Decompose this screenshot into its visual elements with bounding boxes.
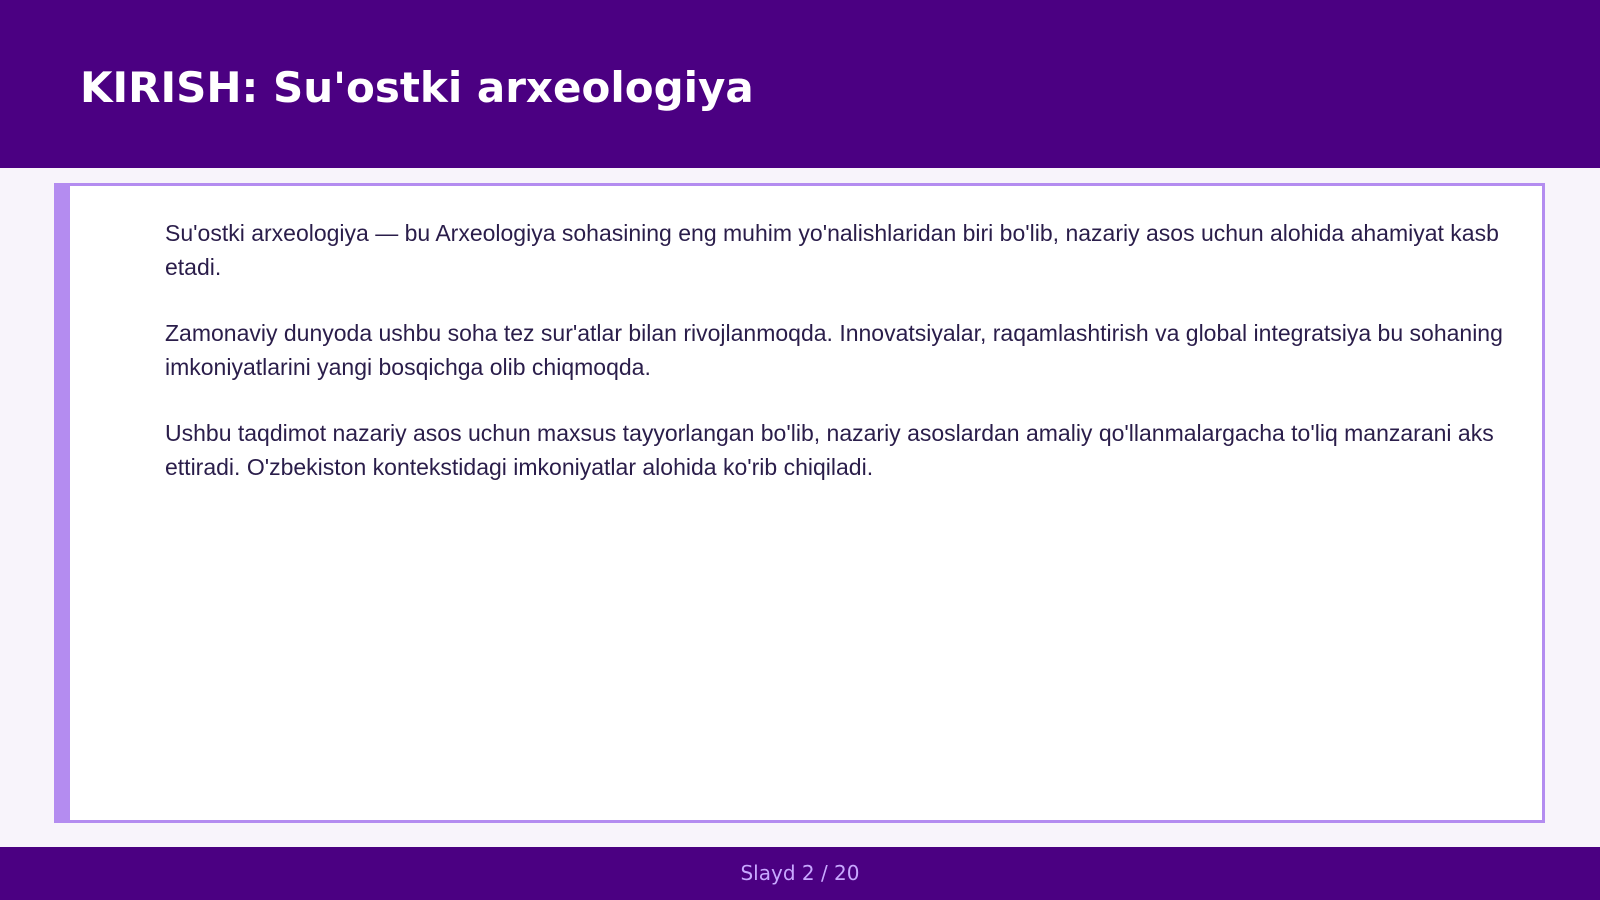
slide-header bbox=[0, 0, 1600, 168]
content-text bbox=[165, 216, 1530, 516]
paragraph-1: Su'ostki arxeologiya — bu Arxeologiya sohasining eng muhim yo'nalishlaridan biri bo'lib, nazariy asos uchun alohida ahamiyat kasb etadi. bbox=[165, 220, 1499, 280]
content-panel bbox=[54, 183, 1545, 823]
slide-title: KIRISH: Su'ostki arxeologiya bbox=[80, 63, 754, 112]
slide-counter: Slayd 2 / 20 bbox=[740, 861, 860, 885]
paragraph-2: Zamonaviy dunyoda ushbu soha tez sur'atlar bilan rivojlanmoqda. Innovatsiyalar, raqamlashtirish va global integratsiya bu sohaning imkoniyatlarini yangi bosqichga olib chiqmoqda. bbox=[165, 320, 1503, 380]
paragraph-3: Ushbu taqdimot nazariy asos uchun maxsus tayyorlangan bo'lib, nazariy asoslardan amaliy qo'llanmalargacha to'liq manzarani aks ettiradi. O'zbekiston kontekstidagi imkoniyatlar alohida ko'rib chiqiladi. bbox=[165, 420, 1494, 480]
slide-footer bbox=[0, 847, 1600, 900]
